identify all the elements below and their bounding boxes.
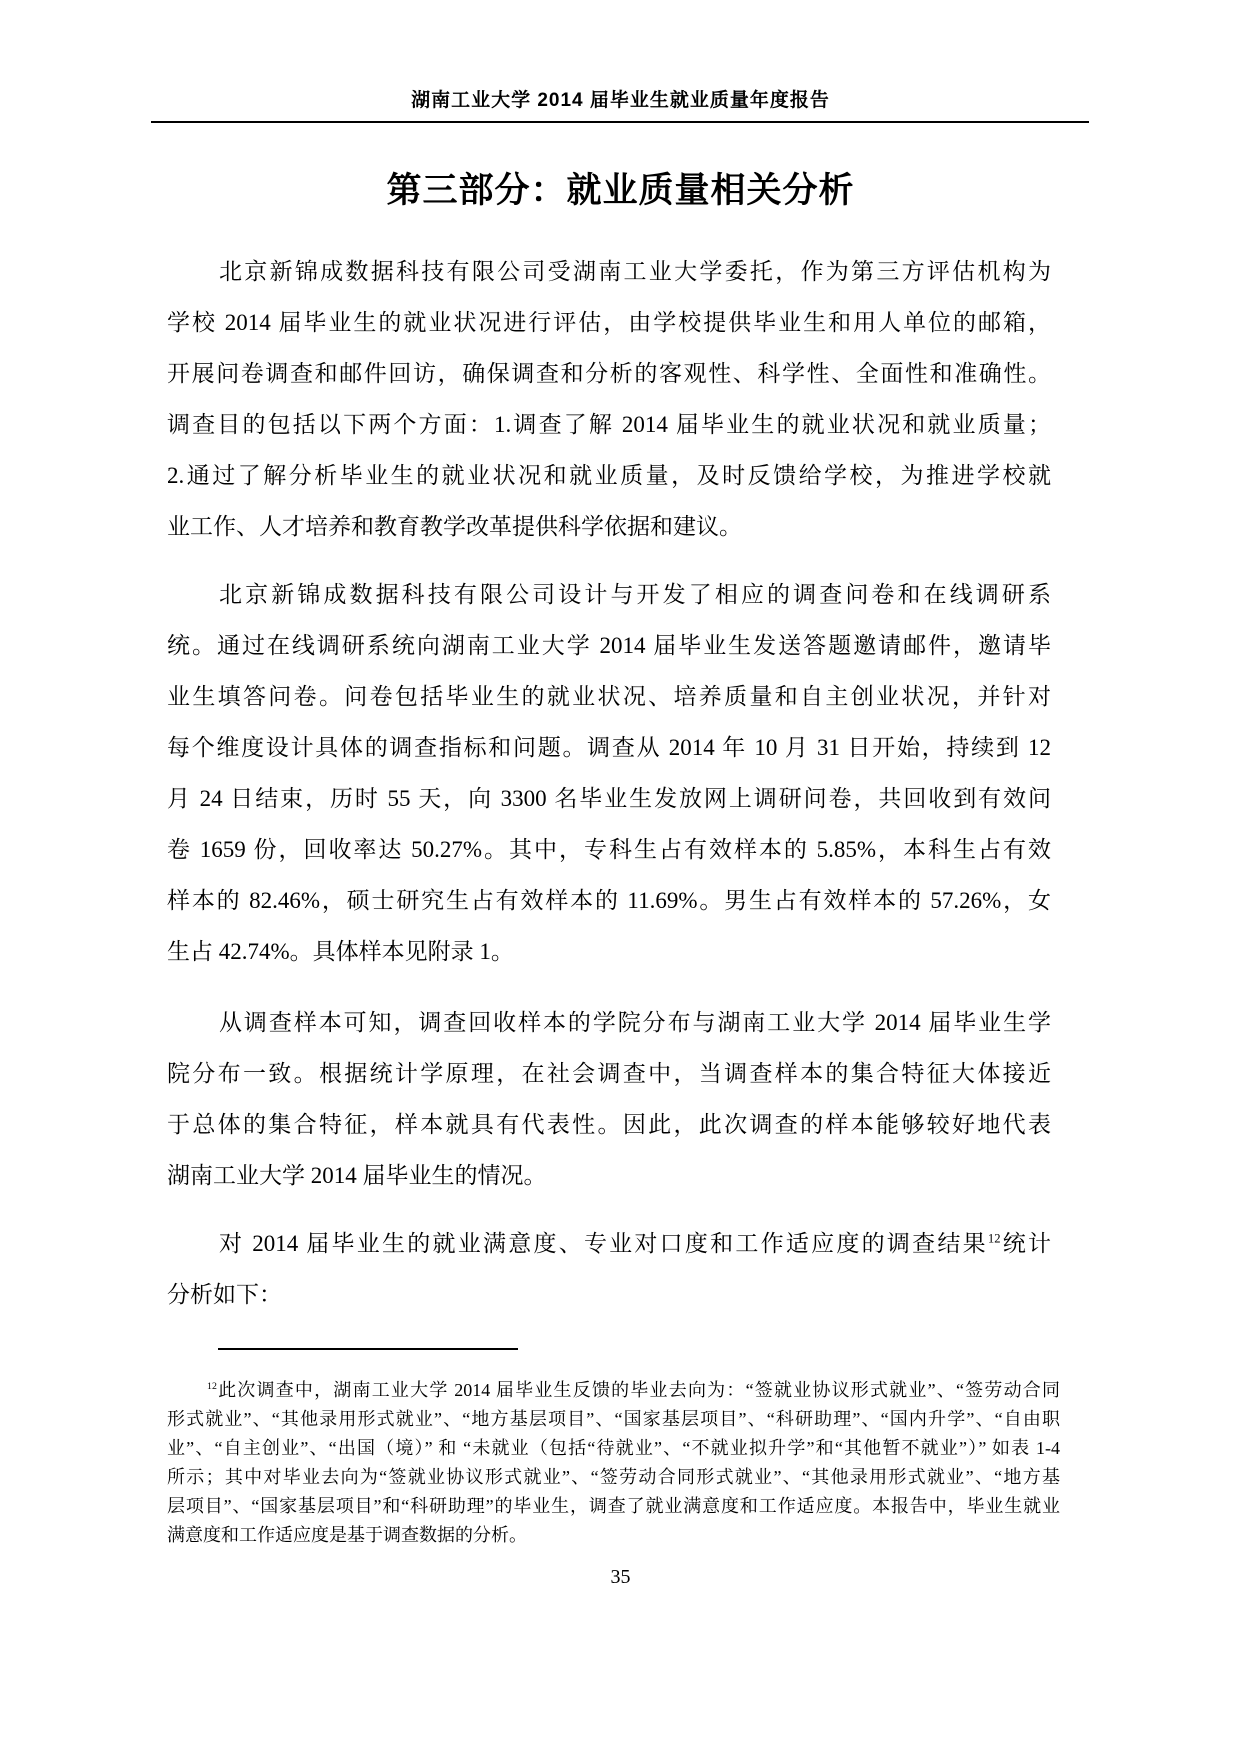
text-line: 统。通过在线调研系统向湖南工业大学 2014 届毕业生发送答题邀请邮件，邀请毕: [167, 633, 1051, 658]
header-rule: [151, 121, 1089, 123]
page-number: 35: [610, 1566, 631, 1588]
footnote-reference: 12: [207, 1381, 217, 1392]
text-line: 业工作、人才培养和教育教学改革提供科学依据和建议。: [167, 514, 742, 539]
text-line: 样本的 82.46%，硕士研究生占有效样本的 11.69%。男生占有效样本的 57.26%，女: [167, 888, 1051, 913]
text-line: [167, 1218, 1051, 1269]
text-line: 月 24 日结束，历时 55 天，向 3300 名毕业生发放网上调研问卷，共回收到有效问: [167, 786, 1051, 811]
page-header-title: 湖南工业大学 2014 届毕业生就业质量年度报告: [411, 90, 830, 111]
body-paragraph-2: [167, 569, 1051, 977]
text-run: 此次调查中，湖南工业大学 2014 届毕业生反馈的毕业去向为：“签就业协议形式就业”、“签劳动合同: [216, 1380, 1060, 1400]
footnote-separator-rule: [218, 1348, 518, 1350]
text-line: 调查目的包括以下两个方面：1.调查了解 2014 届毕业生的就业状况和就业质量；: [167, 412, 1051, 437]
text-line: 北京新锦成数据科技有限公司受湖南工业大学委托，作为第三方评估机构为: [219, 259, 1051, 284]
text-line: 学校 2014 届毕业生的就业状况进行评估，由学校提供毕业生和用人单位的邮箱，: [167, 310, 1051, 335]
text-line: 卷 1659 份，回收率达 50.27%。其中，专科生占有效样本的 5.85%，本科生占有效: [167, 837, 1051, 862]
text-line: 于总体的集合特征，样本就具有代表性。因此，此次调查的样本能够较好地代表: [167, 1112, 1051, 1137]
body-paragraph-3: [167, 997, 1051, 1201]
text-line: 业生填答问卷。问卷包括毕业生的就业状况、培养质量和自主创业状况，并针对: [167, 684, 1051, 709]
text-line: 北京新锦成数据科技有限公司设计与开发了相应的调查问卷和在线调研系: [219, 582, 1051, 607]
text-line: 分析如下：: [167, 1282, 282, 1307]
text-line: 院分布一致。根据统计学原理，在社会调查中，当调查样本的集合特征大体接近: [167, 1061, 1051, 1086]
body-paragraph-4: [167, 1218, 1051, 1320]
text-line: 业”、“自主创业”、“出国（境）” 和 “未就业（包括“待就业”、“不就业拟升学”和“其他暂不就业”）” 如表 1-4: [167, 1438, 1060, 1458]
text-run: 统计: [1000, 1231, 1051, 1256]
section-title: 第三部分：就业质量相关分析: [386, 171, 855, 210]
footnote-reference: 12: [987, 1231, 1001, 1246]
text-line: 生占 42.74%。具体样本见附录 1。: [167, 939, 514, 964]
text-line: 满意度和工作适应度是基于调查数据的分析。: [167, 1525, 527, 1545]
text-run: 对 2014 届毕业生的就业满意度、专业对口度和工作适应度的调查结果: [219, 1231, 988, 1256]
text-line: 2.通过了解分析毕业生的就业状况和就业质量，及时反馈给学校，为推进学校就: [167, 463, 1051, 488]
text-line: 形式就业”、“其他录用形式就业”、“地方基层项目”、“国家基层项目”、“科研助理”、“国内升学”、“自由职: [167, 1409, 1060, 1429]
text-line: 开展问卷调查和邮件回访，确保调查和分析的客观性、科学性、全面性和准确性。: [167, 361, 1051, 386]
footnote: [167, 1376, 1060, 1550]
body-paragraph-1: [167, 246, 1051, 552]
text-line: 湖南工业大学 2014 届毕业生的情况。: [167, 1163, 547, 1188]
text-line: 所示；其中对毕业去向为“签就业协议形式就业”、“签劳动合同形式就业”、“其他录用形式就业”、“地方基: [167, 1467, 1060, 1487]
text-line: 从调查样本可知，调查回收样本的学院分布与湖南工业大学 2014 届毕业生学: [219, 1010, 1051, 1035]
text-line: 层项目”、“国家基层项目”和“科研助理”的毕业生，调查了就业满意度和工作适应度。本报告中，毕业生就业: [167, 1496, 1060, 1516]
text-line: 每个维度设计具体的调查指标和问题。调查从 2014 年 10 月 31 日开始，持续到 12: [167, 735, 1051, 760]
text-line: [167, 1376, 1060, 1405]
